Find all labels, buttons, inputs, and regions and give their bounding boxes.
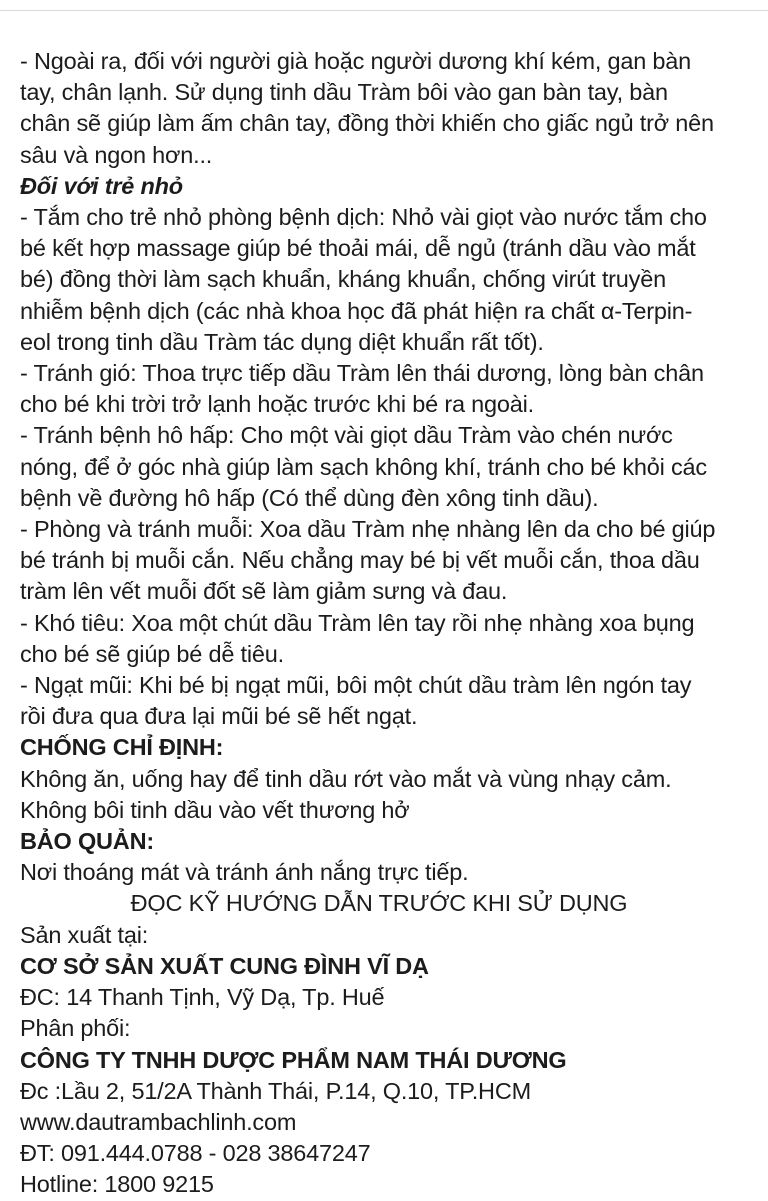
- elderly-section: [20, 46, 748, 171]
- text-line: eol trong tinh dầu Tràm tác dụng diệt khuẩn rất tốt).: [20, 328, 544, 355]
- distributor-name: CÔNG TY TNHH DƯỢC PHẨM NAM THÁI DƯƠNG: [20, 1046, 567, 1073]
- text-line: chân sẽ giúp làm ấm chân tay, đồng thời khiến cho giấc ngủ trở nên: [20, 110, 714, 137]
- phone-number: ĐT: 091.444.0788 - 028 38647247: [20, 1140, 371, 1167]
- children-section: [20, 202, 748, 732]
- text-line: - Tránh gió: Thoa trực tiếp dầu Tràm lên thái dương, lòng bàn chân: [20, 360, 704, 387]
- text-line: - Phòng và tránh muỗi: Xoa dầu Tràm nhẹ nhàng lên da cho bé giúp: [20, 516, 716, 543]
- text-line: cho bé khi trời trở lạnh hoặc trước khi bé ra ngoài.: [20, 391, 534, 418]
- contraindication-heading: CHỐNG CHỈ ĐỊNH:: [20, 734, 224, 761]
- text-line: rồi đưa qua đưa lại mũi bé sẽ hết ngạt.: [20, 703, 418, 730]
- text-line: bé kết hợp massage giúp bé thoải mái, dễ ngủ (tránh dầu vào mắt: [20, 235, 696, 262]
- text-line: - Tắm cho trẻ nhỏ phòng bệnh dịch: Nhỏ vài giọt vào nước tắm cho: [20, 204, 707, 231]
- text-line: nóng, để ở góc nhà giúp làm sạch không khí, tránh cho bé khỏi các: [20, 453, 707, 480]
- text-line: - Ngạt mũi: Khi bé bị ngạt mũi, bôi một chút dầu tràm lên ngón tay: [20, 672, 692, 699]
- top-border: [0, 10, 768, 11]
- text-line: - Khó tiêu: Xoa một chút dầu Tràm lên tay rồi nhẹ nhàng xoa bụng: [20, 609, 695, 636]
- text-line: bệnh về đường hô hấp (Có thể dùng đèn xông tinh dầu).: [20, 484, 599, 511]
- storage-text: Nơi thoáng mát và tránh ánh nắng trực tiếp.: [20, 859, 469, 886]
- storage-heading: BẢO QUẢN:: [20, 828, 154, 855]
- manufacturer-name: CƠ SỞ SẢN XUẤT CUNG ĐÌNH VĨ DẠ: [20, 952, 429, 979]
- text-line: bé tránh bị muỗi cắn. Nếu chẳng may bé bị vết muỗi cắn, thoa dầu: [20, 547, 700, 574]
- text-line: tay, chân lạnh. Sử dụng tinh dầu Tràm bôi vào gan bàn tay, bàn: [20, 79, 668, 106]
- distributor-label: Phân phối:: [20, 1015, 131, 1042]
- children-heading: Đối với trẻ nhỏ: [20, 172, 183, 199]
- text-line: sâu và ngon hơn...: [20, 141, 213, 168]
- text-line: Không bôi tinh dầu vào vết thương hở: [20, 796, 410, 823]
- text-line: tràm lên vết muỗi đốt sẽ làm giảm sưng và đau.: [20, 578, 508, 605]
- text-line: bé) đồng thời làm sạch khuẩn, kháng khuẩn, chống virút truyền: [20, 266, 666, 293]
- text-line: Không ăn, uống hay để tinh dầu rớt vào mắt và vùng nhạy cảm.: [20, 765, 672, 792]
- read-instructions-notice: ĐỌC KỸ HƯỚNG DẪN TRƯỚC KHI SỬ DỤNG: [130, 890, 628, 917]
- made-at-label: Sản xuất tại:: [20, 921, 149, 948]
- manufacturer-address: ĐC: 14 Thanh Tịnh, Vỹ Dạ, Tp. Huế: [20, 984, 385, 1011]
- hotline-number: Hotline: 1800 9215: [20, 1171, 214, 1198]
- text-line: nhiễm bệnh dịch (các nhà khoa học đã phát hiện ra chất α-Terpin-: [20, 297, 693, 324]
- text-line: - Tránh bệnh hô hấp: Cho một vài giọt dầu Tràm vào chén nước: [20, 422, 673, 449]
- text-line: cho bé sẽ giúp bé dễ tiêu.: [20, 640, 284, 667]
- distributor-address: Đc :Lầu 2, 51/2A Thành Thái, P.14, Q.10, TP.HCM: [20, 1077, 531, 1104]
- website-link: www.dautrambachlinh.com: [20, 1108, 297, 1135]
- text-line: - Ngoài ra, đối với người già hoặc người dương khí kém, gan bàn: [20, 48, 692, 74]
